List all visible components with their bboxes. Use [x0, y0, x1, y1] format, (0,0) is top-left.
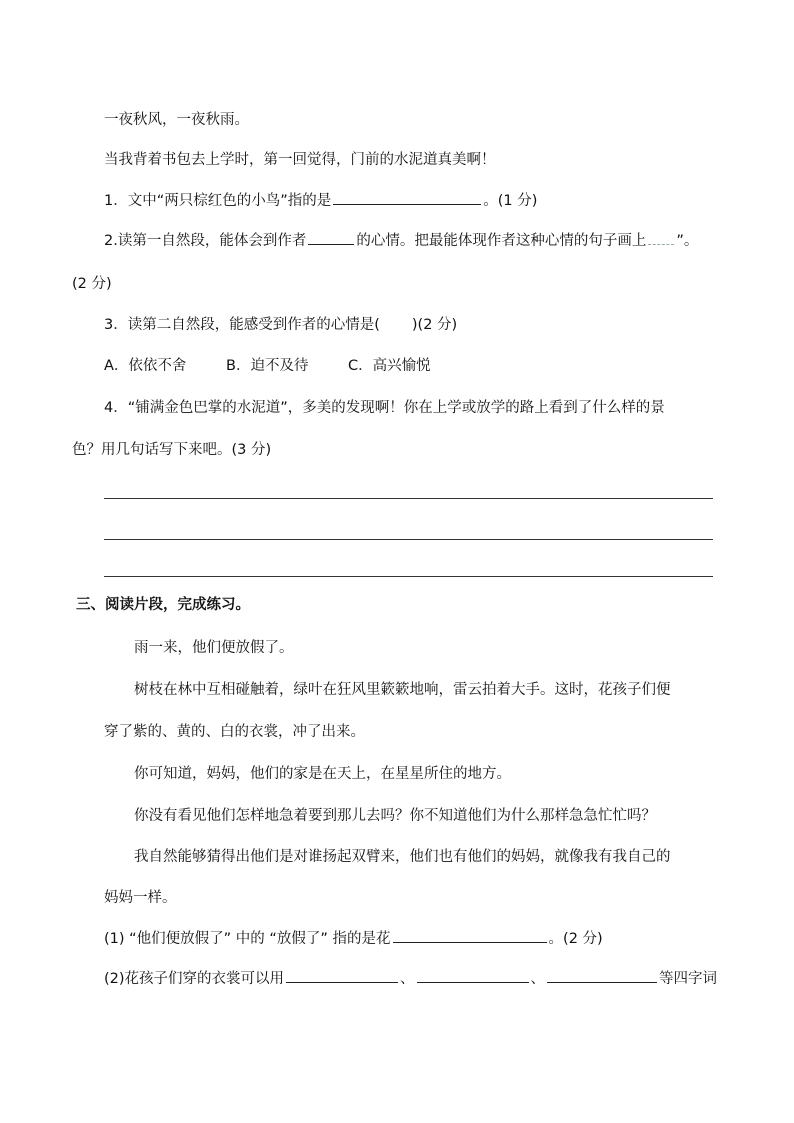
sub-question-2-blank-2[interactable]	[417, 968, 529, 983]
sub-question-2-blank-1[interactable]	[286, 968, 398, 983]
sub-question-2-end: 等四字词	[659, 971, 718, 987]
question-1-blank[interactable]	[333, 190, 481, 205]
question-3-text: 3．读第二自然段，能感受到作者的心情是(	[104, 317, 380, 333]
question-4-line-1: 4．“铺满金色巴掌的水泥道”，多美的发现啊！你在上学或放学的路上看到了什么样的景	[104, 400, 665, 416]
passage-line-2: 当我背着书包去上学时，第一回觉得，门前的水泥道真美啊！	[104, 152, 496, 168]
question-1-score: 。(1 分)	[483, 193, 538, 209]
passage-line-1: 一夜秋风，一夜秋雨。	[104, 112, 249, 128]
sub-question-1-score: 。(2 分)	[548, 931, 603, 947]
question-1	[104, 190, 537, 211]
question-3	[104, 315, 457, 335]
answer-line-3[interactable]	[104, 576, 713, 577]
section-3-paragraph-3: 你可知道，妈妈，他们的家是在天上，在星星所住的地方。	[134, 766, 511, 782]
question-2-end: ”。	[676, 233, 699, 249]
question-3-score: )(2 分)	[411, 317, 458, 333]
sub-question-1-text: (1) “他们便放假了” 中的 “放假了” 指的是花	[104, 931, 391, 947]
answer-line-1[interactable]	[104, 498, 713, 499]
question-3-options	[104, 356, 431, 376]
answer-line-2[interactable]	[104, 539, 713, 540]
option-a[interactable]: A．依依不舍	[104, 358, 187, 374]
sub-question-2-separator-1: 、	[400, 971, 415, 987]
question-2	[104, 230, 698, 251]
sub-question-2-text: (2)花孩子们穿的衣裳可以用	[104, 971, 285, 987]
section-3-paragraph-1: 雨一来，他们便放假了。	[134, 640, 294, 656]
section-3-paragraph-4: 你没有看见他们怎样地急着要到那儿去吗？你不知道他们为什么那样急急忙忙吗？	[134, 808, 656, 824]
sub-question-2-blank-3[interactable]	[547, 968, 657, 983]
question-2-blank[interactable]	[308, 230, 354, 245]
sub-question-2	[104, 968, 717, 989]
option-b[interactable]: B．迫不及待	[226, 358, 309, 374]
sub-question-1-blank[interactable]	[393, 928, 547, 943]
question-2-wavy-blank[interactable]	[648, 230, 674, 245]
section-3-heading: 三、阅读片段，完成练习。	[76, 597, 250, 613]
sub-question-1	[104, 928, 603, 949]
section-3-paragraph-2-line-1: 树枝在林中互相碰触着，绿叶在狂风里簌簌地响，雷云拍着大手。这时，花孩子们便	[134, 682, 671, 698]
section-3-paragraph-2-line-2: 穿了紫的、黄的、白的衣裳，冲了出来。	[104, 724, 365, 740]
question-2-middle: 的心情。把最能体现作者这种心情的句子画上	[356, 233, 647, 249]
option-c[interactable]: C．高兴愉悦	[348, 358, 431, 374]
section-3-paragraph-5-line-1: 我自然能够猜得出他们是对谁扬起双臂来，他们也有他们的妈妈，就像我有我自己的	[134, 849, 671, 865]
question-1-text: 1．文中“两只棕红色的小鸟”指的是	[104, 193, 332, 209]
question-2-score: (2 分)	[72, 276, 112, 292]
question-2-text: 2.读第一自然段，能体会到作者	[104, 233, 307, 249]
sub-question-2-separator-2: 、	[530, 971, 546, 987]
section-3-paragraph-5-line-2: 妈妈一样。	[104, 890, 177, 906]
question-4-line-2: 色？用几句话写下来吧。(3 分)	[72, 442, 272, 458]
